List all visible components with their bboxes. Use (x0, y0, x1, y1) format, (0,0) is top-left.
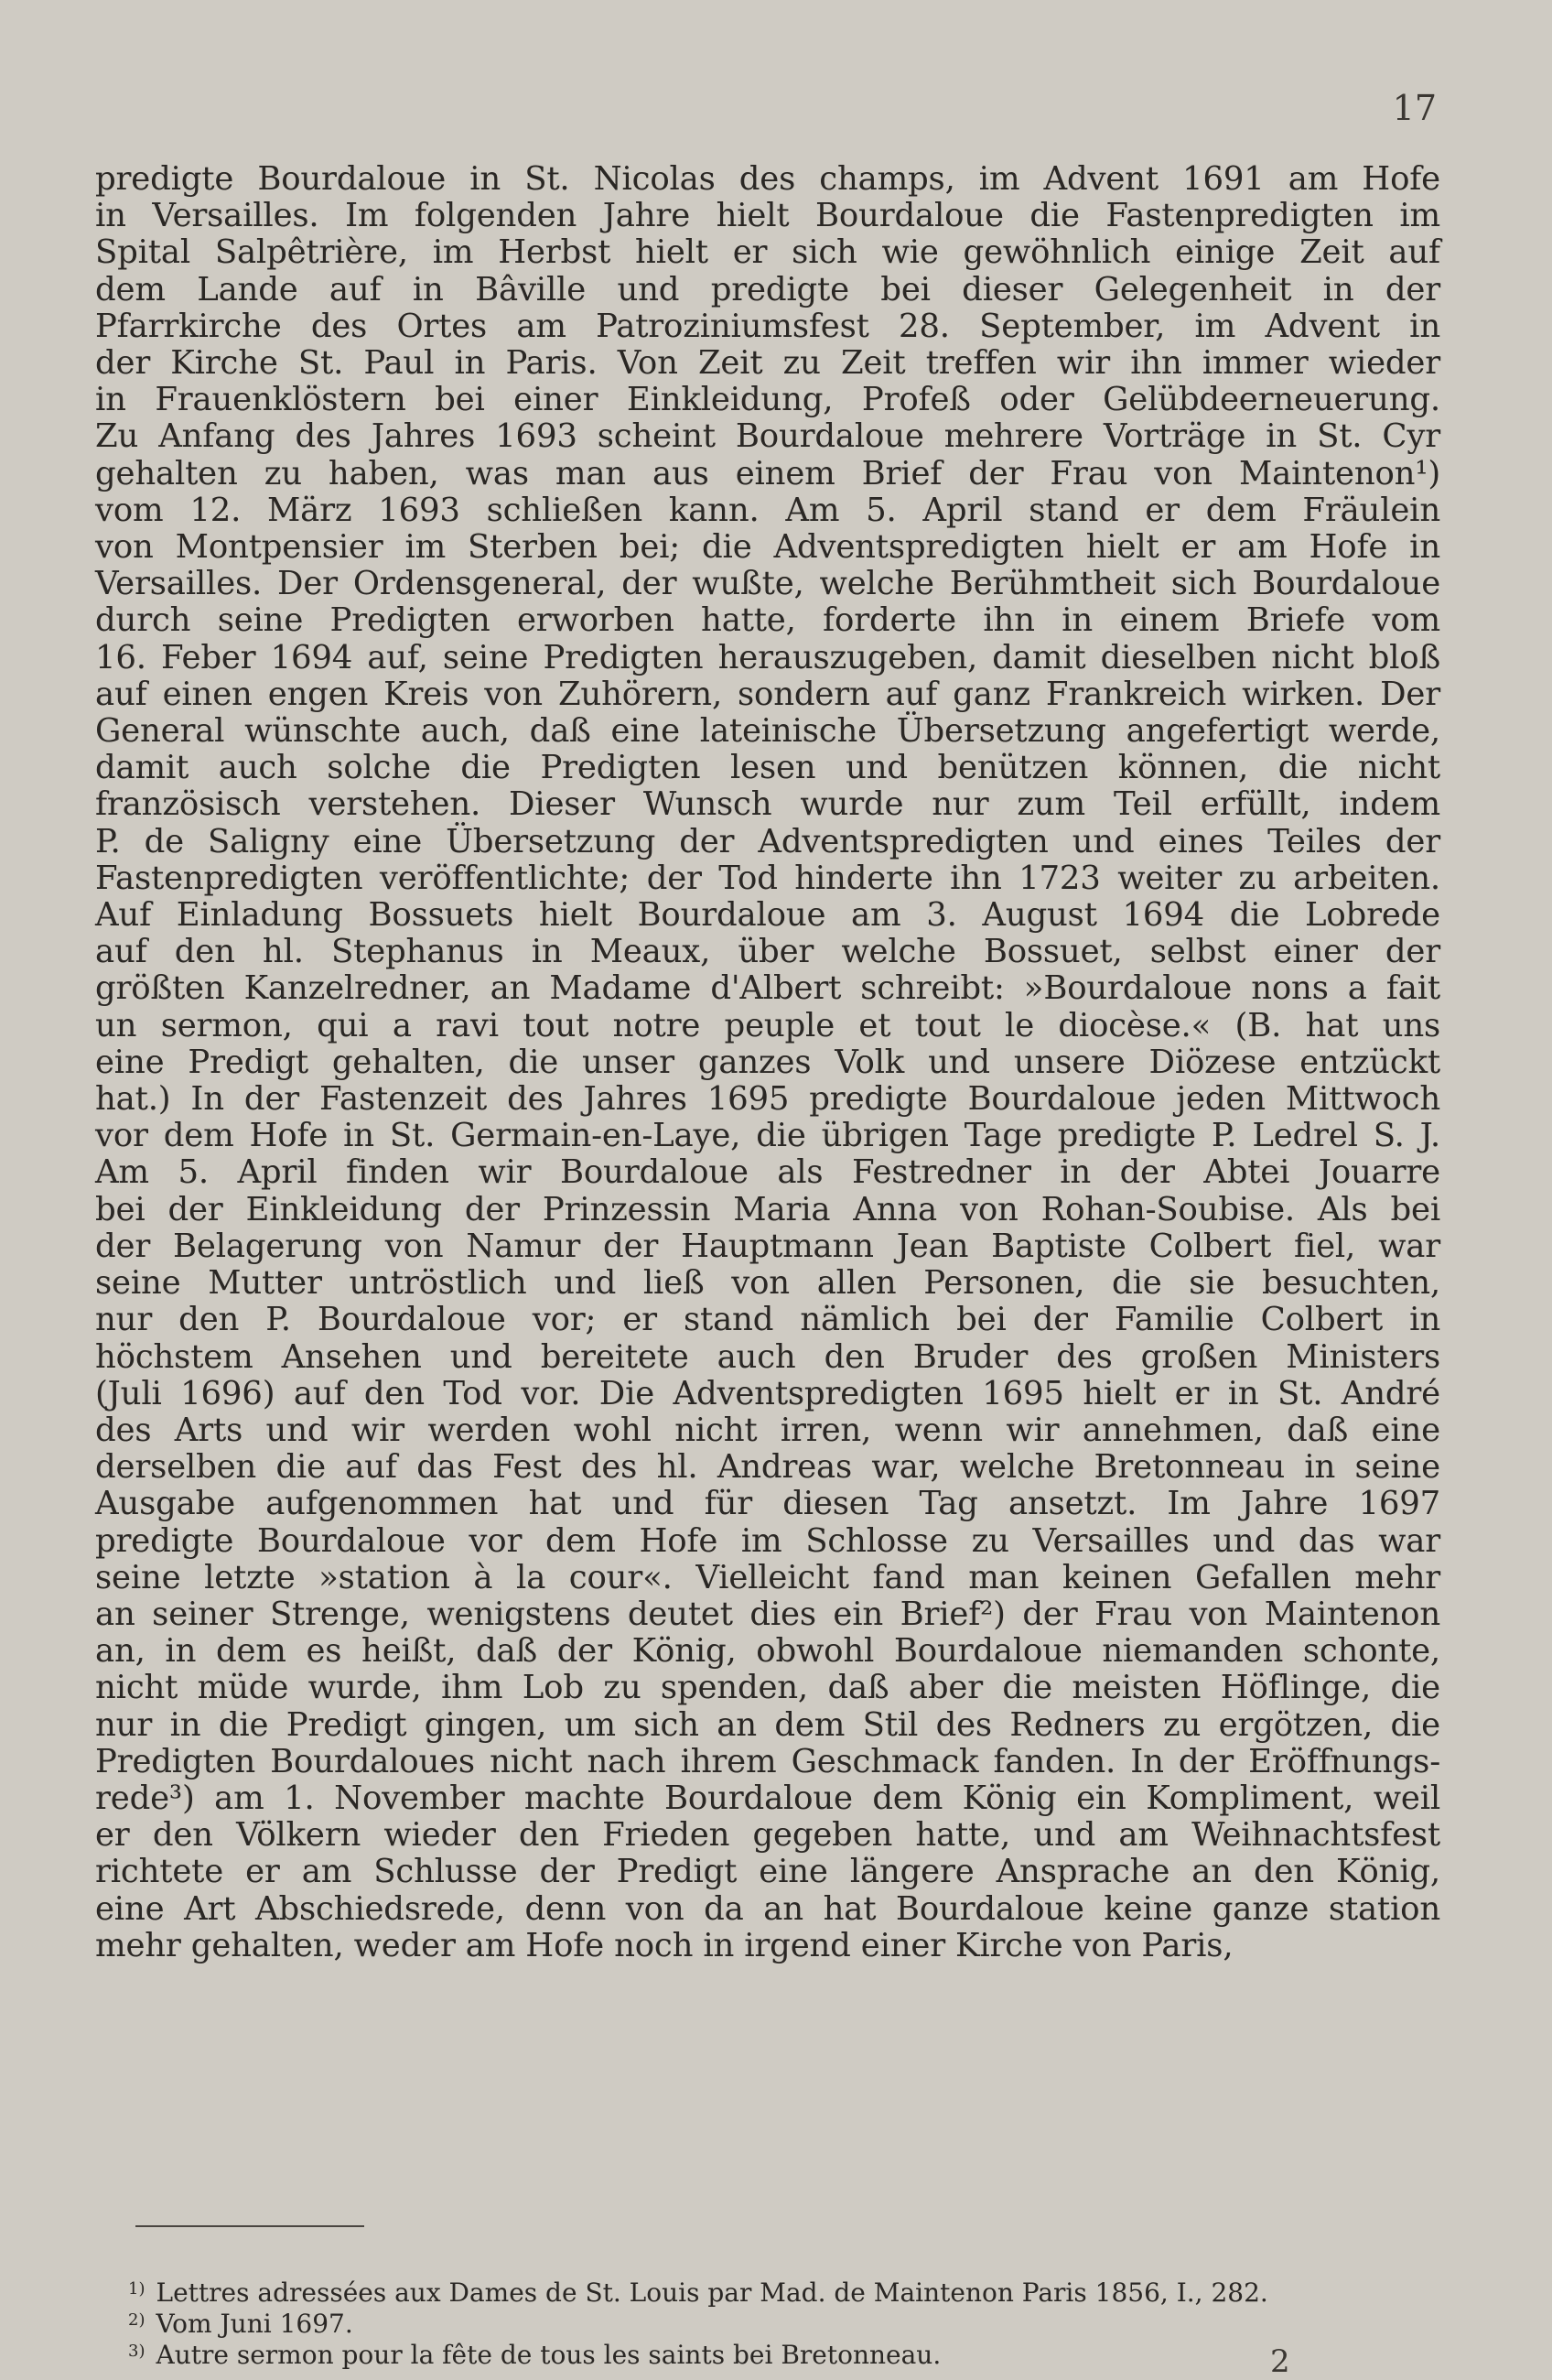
text-line: P. de Saligny eine Übersetzung der Adventspredigten und eines Teiles der (95, 822, 1440, 860)
footnote (128, 2338, 1428, 2369)
text-line: größten Kanzelredner, an Madame d'Albert schreibt: »Bourdaloue nons a fait (95, 969, 1440, 1008)
text-line: seine Mutter untröstlich und ließ von allen Personen, die sie besuchten, (95, 1264, 1440, 1303)
text-line: bei der Einkleidung der Prinzessin Maria Anna von Rohan-Soubise. Als bei (95, 1190, 1440, 1228)
text-line: nur den P. Bourdaloue vor; er stand nämlich bei der Familie Colbert in (95, 1301, 1440, 1339)
footnote-divider (135, 2225, 364, 2227)
text-line: damit auch solche die Predigten lesen und benützen können, die nicht (95, 749, 1440, 787)
text-line: auf einen engen Kreis von Zuhörern, sondern auf ganz Frankreich wirken. Der (95, 675, 1440, 713)
text-line: von Montpensier im Sterben bei; die Adventspredigten hielt er am Hofe in (95, 528, 1440, 567)
text-line: dem Lande auf in Bâville und predigte bei dieser Gelegenheit in der (95, 270, 1440, 308)
text-line: in Versailles. Im folgenden Jahre hielt Bourdaloue die Fastenpredigten im (95, 197, 1440, 235)
text-line: an seiner Strenge, wenigstens deutet dies ein Brief²) der Frau von Maintenon (95, 1595, 1440, 1633)
main-paragraph (95, 161, 1440, 1964)
text-line: vor dem Hofe in St. Germain-en-Laye, die übrigen Tage predigte P. Ledrel S. J. (95, 1117, 1440, 1155)
text-line: derselben die auf das Fest des hl. Andreas war, welche Bretonneau in seine (95, 1448, 1440, 1487)
text-line: auf den hl. Stephanus in Meaux, über welche Bossuet, selbst einer der (95, 933, 1440, 971)
footnote-text: Autre sermon pour la fête de tous les saints bei Bretonneau. (156, 2340, 942, 2370)
text-line: predigte Bourdaloue vor dem Hofe im Schlosse zu Versailles und das war (95, 1521, 1440, 1560)
printer-signature-mark: 2 (1270, 2343, 1290, 2380)
text-line: nur in die Predigt gingen, um sich an dem Stil des Redners zu ergötzen, die (95, 1705, 1440, 1744)
text-line: Auf Einladung Bossuets hielt Bourdaloue am 3. August 1694 die Lobrede (95, 896, 1440, 935)
text-line: Ausgabe aufgenommen hat und für diesen Tag ansetzt. Im Jahre 1697 (95, 1485, 1440, 1523)
footnote-mark: 3) (128, 2342, 146, 2361)
text-line: französisch verstehen. Dieser Wunsch wurde nur zum Teil erfüllt, indem (95, 785, 1440, 824)
text-line: predigte Bourdaloue in St. Nicolas des champs, im Advent 1691 am Hofe (95, 160, 1440, 198)
text-line: un sermon, qui a ravi tout notre peuple et tout le diocèse.« (B. hat uns (95, 1006, 1440, 1044)
text-line: Versailles. Der Ordensgeneral, der wußte, welche Berühmtheit sich Bourdaloue (95, 565, 1440, 603)
text-line: 16. Feber 1694 auf, seine Predigten herauszugeben, damit dieselben nicht bloß (95, 638, 1440, 676)
text-line: vom 12. März 1693 schließen kann. Am 5. April stand er dem Fräulein (95, 491, 1440, 529)
text-line: Spital Salpêtrière, im Herbst hielt er sich wie gewöhnlich einige Zeit auf (95, 233, 1440, 272)
text-line: mehr gehalten, weder am Hofe noch in irgend einer Kirche von Paris, (95, 1926, 1234, 1964)
text-line: durch seine Predigten erworben hatte, forderte ihn in einem Briefe vom (95, 601, 1440, 640)
text-line: Zu Anfang des Jahres 1693 scheint Bourdaloue mehrere Vorträge in St. Cyr (95, 417, 1440, 456)
footnotes (128, 2276, 1428, 2369)
text-line: Pfarrkirche des Ortes am Patroziniumsfest 28. September, im Advent in (95, 307, 1440, 345)
text-line: an, in dem es heißt, daß der König, obwohl Bourdaloue niemanden schonte, (95, 1632, 1440, 1671)
text-line: eine Predigt gehalten, die unser ganzes Volk und unsere Diözese entzückt (95, 1043, 1440, 1081)
text-line: der Kirche St. Paul in Paris. Von Zeit zu Zeit treffen wir ihn immer wieder (95, 344, 1440, 383)
text-line: höchstem Ansehen und bereitete auch den Bruder des großen Ministers (95, 1337, 1440, 1376)
text-line: General wünschte auch, daß eine lateinische Übersetzung angefertigt werde, (95, 712, 1440, 751)
text-line: in Frauenklöstern bei einer Einkleidung, Profeß oder Gelübdeerneuerung. (95, 381, 1440, 419)
text-line: gehalten zu haben, was man aus einem Brief der Frau von Maintenon¹) (95, 454, 1440, 492)
page-number: 17 (1392, 88, 1437, 128)
text-line: Am 5. April finden wir Bourdaloue als Festredner in der Abtei Jouarre (95, 1153, 1440, 1192)
footnote-text: Lettres adressées aux Dames de St. Louis par Mad. de Maintenon Paris 1856, I., 282. (156, 2277, 1268, 2308)
text-line: (Juli 1696) auf den Tod vor. Die Adventspredigten 1695 hielt er in St. André (95, 1374, 1440, 1412)
text-line: des Arts und wir werden wohl nicht irren, wenn wir annehmen, daß eine (95, 1411, 1440, 1449)
footnote (128, 2307, 1428, 2338)
text-line: Predigten Bourdaloues nicht nach ihrem Geschmack fanden. In der Eröffnungs- (95, 1742, 1440, 1780)
footnote-mark: 2) (128, 2310, 146, 2330)
text-line: hat.) In der Fastenzeit des Jahres 1695 predigte Bourdaloue jeden Mittwoch (95, 1080, 1440, 1119)
text-line: nicht müde wurde, ihm Lob zu spenden, daß aber die meisten Höflinge, die (95, 1669, 1440, 1707)
footnote (128, 2276, 1428, 2307)
text-line: rede³) am 1. November machte Bourdaloue dem König ein Kompliment, weil (95, 1779, 1440, 1817)
text-line: eine Art Abschiedsrede, denn von da an hat Bourdaloue keine ganze station (95, 1889, 1440, 1928)
footnote-text: Vom Juni 1697. (156, 2309, 353, 2339)
text-line: der Belagerung von Namur der Hauptmann Jean Baptiste Colbert fiel, war (95, 1227, 1440, 1265)
text-line: richtete er am Schlusse der Predigt eine längere Ansprache an den König, (95, 1853, 1440, 1891)
text-line: er den Völkern wieder den Frieden gegeben hatte, und am Weihnachtsfest (95, 1816, 1440, 1855)
text-line: seine letzte »station à la cour«. Vielleicht fand man keinen Gefallen mehr (95, 1558, 1440, 1596)
text-line: Fastenpredigten veröffentlichte; der Tod hinderte ihn 1723 weiter zu arbeiten. (95, 859, 1440, 897)
footnote-mark: 1) (128, 2279, 146, 2299)
